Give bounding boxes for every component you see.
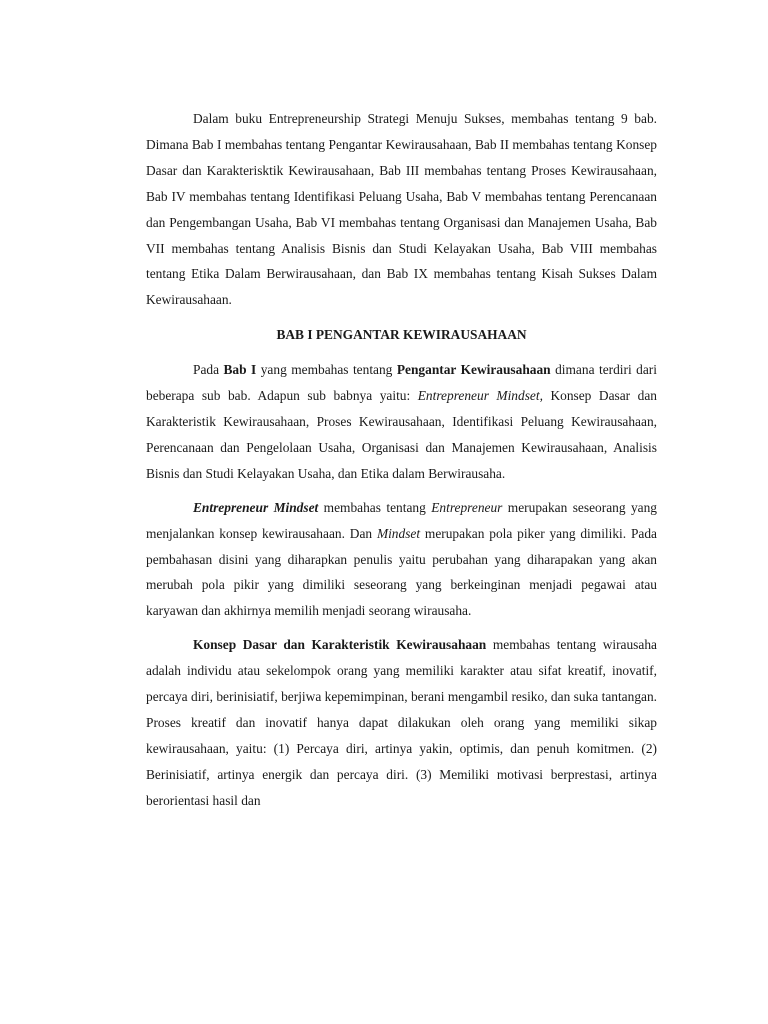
p3-bold-title: Konsep Dasar dan Karakteristik Kewirausahaan bbox=[193, 637, 487, 653]
p1-bold-title: Pengantar Kewirausahaan bbox=[396, 362, 551, 378]
document-body bbox=[146, 106, 657, 814]
p2-text-1: membahas tentang bbox=[318, 499, 432, 515]
p2-text-2: merupakan seseorang yang menjalankan konsep kewirausahaan. Dan bbox=[146, 499, 657, 541]
p2-bold-wrapper bbox=[193, 500, 318, 515]
paragraph-bab-1 bbox=[146, 357, 657, 487]
paragraph-mindset bbox=[146, 495, 657, 625]
chapter-heading: BAB I PENGANTAR KEWIRAUSAHAAN bbox=[276, 327, 527, 343]
intro-text: Dalam buku Entrepreneurship Strategi Menuju Sukses, membahas tentang 9 bab. Dimana Bab I membahas tentang Pengantar Kewirausahaan, Bab II membahas tentang Konsep Dasar dan Karakterisktik Kewirausahaan, Bab III membahas tentang Proses Kewirausahaan, Bab IV membahas tentang Identifikasi Peluang Usaha, Bab V membahas tentang Perencanaan dan Pengembangan Usaha, Bab VI membahas tentang Organisasi dan Manajemen Usaha, Bab VII membahas tentang Analisis Bisnis dan Studi Kelayakan Usaha, Bab VIII membahas tentang Etika Dalam Berwirausahaan, dan Bab IX membahas tentang Kisah Sukses Dalam Kewirausahaan. bbox=[146, 111, 657, 308]
p1-text-2: yang membahas tentang bbox=[256, 362, 397, 378]
paragraph-konsep-dasar bbox=[146, 632, 657, 813]
p2-text-3: merupakan pola piker yang dimiliki. Pada pembahasan disini yang diharapkan penulis yaitu perubahan yang diharapakan yang akan merubah pola pikir yang dimiliki seseorang yang berkeinginan menjadi pegawai atau karyawan dan akhirnya memilih menjadi seorang wirausaha. bbox=[146, 525, 657, 619]
p1-text-3: dimana terdiri dari beberapa sub bab. Adapun sub babnya yaitu: bbox=[146, 362, 657, 404]
p2-italic-entrepreneur: Entrepreneur bbox=[431, 499, 503, 515]
intro-paragraph bbox=[146, 106, 657, 313]
p2-italic-mindset: Mindset bbox=[376, 525, 421, 541]
p1-text-4: Konsep Dasar dan Karakteristik Kewirausahaan, Proses Kewirausahaan, Identifikasi Peluang Kewirausahaan, Perencanaan dan Pengelolaan Usaha, Organisasi dan Manajemen Kewirausahaan, Analisis Bisnis dan Studi Kelayakan Usaha, dan Etika dalam Berwirausaha. bbox=[146, 388, 657, 481]
p1-text-1: Pada bbox=[193, 362, 224, 378]
p1-italic-mindset: Entrepreneur Mindset, bbox=[417, 388, 543, 404]
p1-bold-bab: Bab I bbox=[223, 362, 257, 378]
p2-bold-italic-mindset: Entrepreneur Mindset bbox=[193, 499, 319, 515]
p3-text-1: membahas tentang wirausaha adalah individu atau sekelompok orang yang memiliki karakter atau sifat kreatif, inovatif, percaya diri, berinisiatif, berjiwa kepemimpinan, berani mengambil resiko, dan suka tantangan. Proses kreatif dan inovatif hanya dapat dilakukan oleh orang yang memiliki sikap kewirausahaan, yaitu: (1) Percaya diri, artinya yakin, optimis, dan penuh komitmen. (2) Berinisiatif, artinya energik dan percaya diri. (3) Memiliki motivasi berprestasi, artinya berorientasi hasil dan bbox=[146, 637, 657, 808]
